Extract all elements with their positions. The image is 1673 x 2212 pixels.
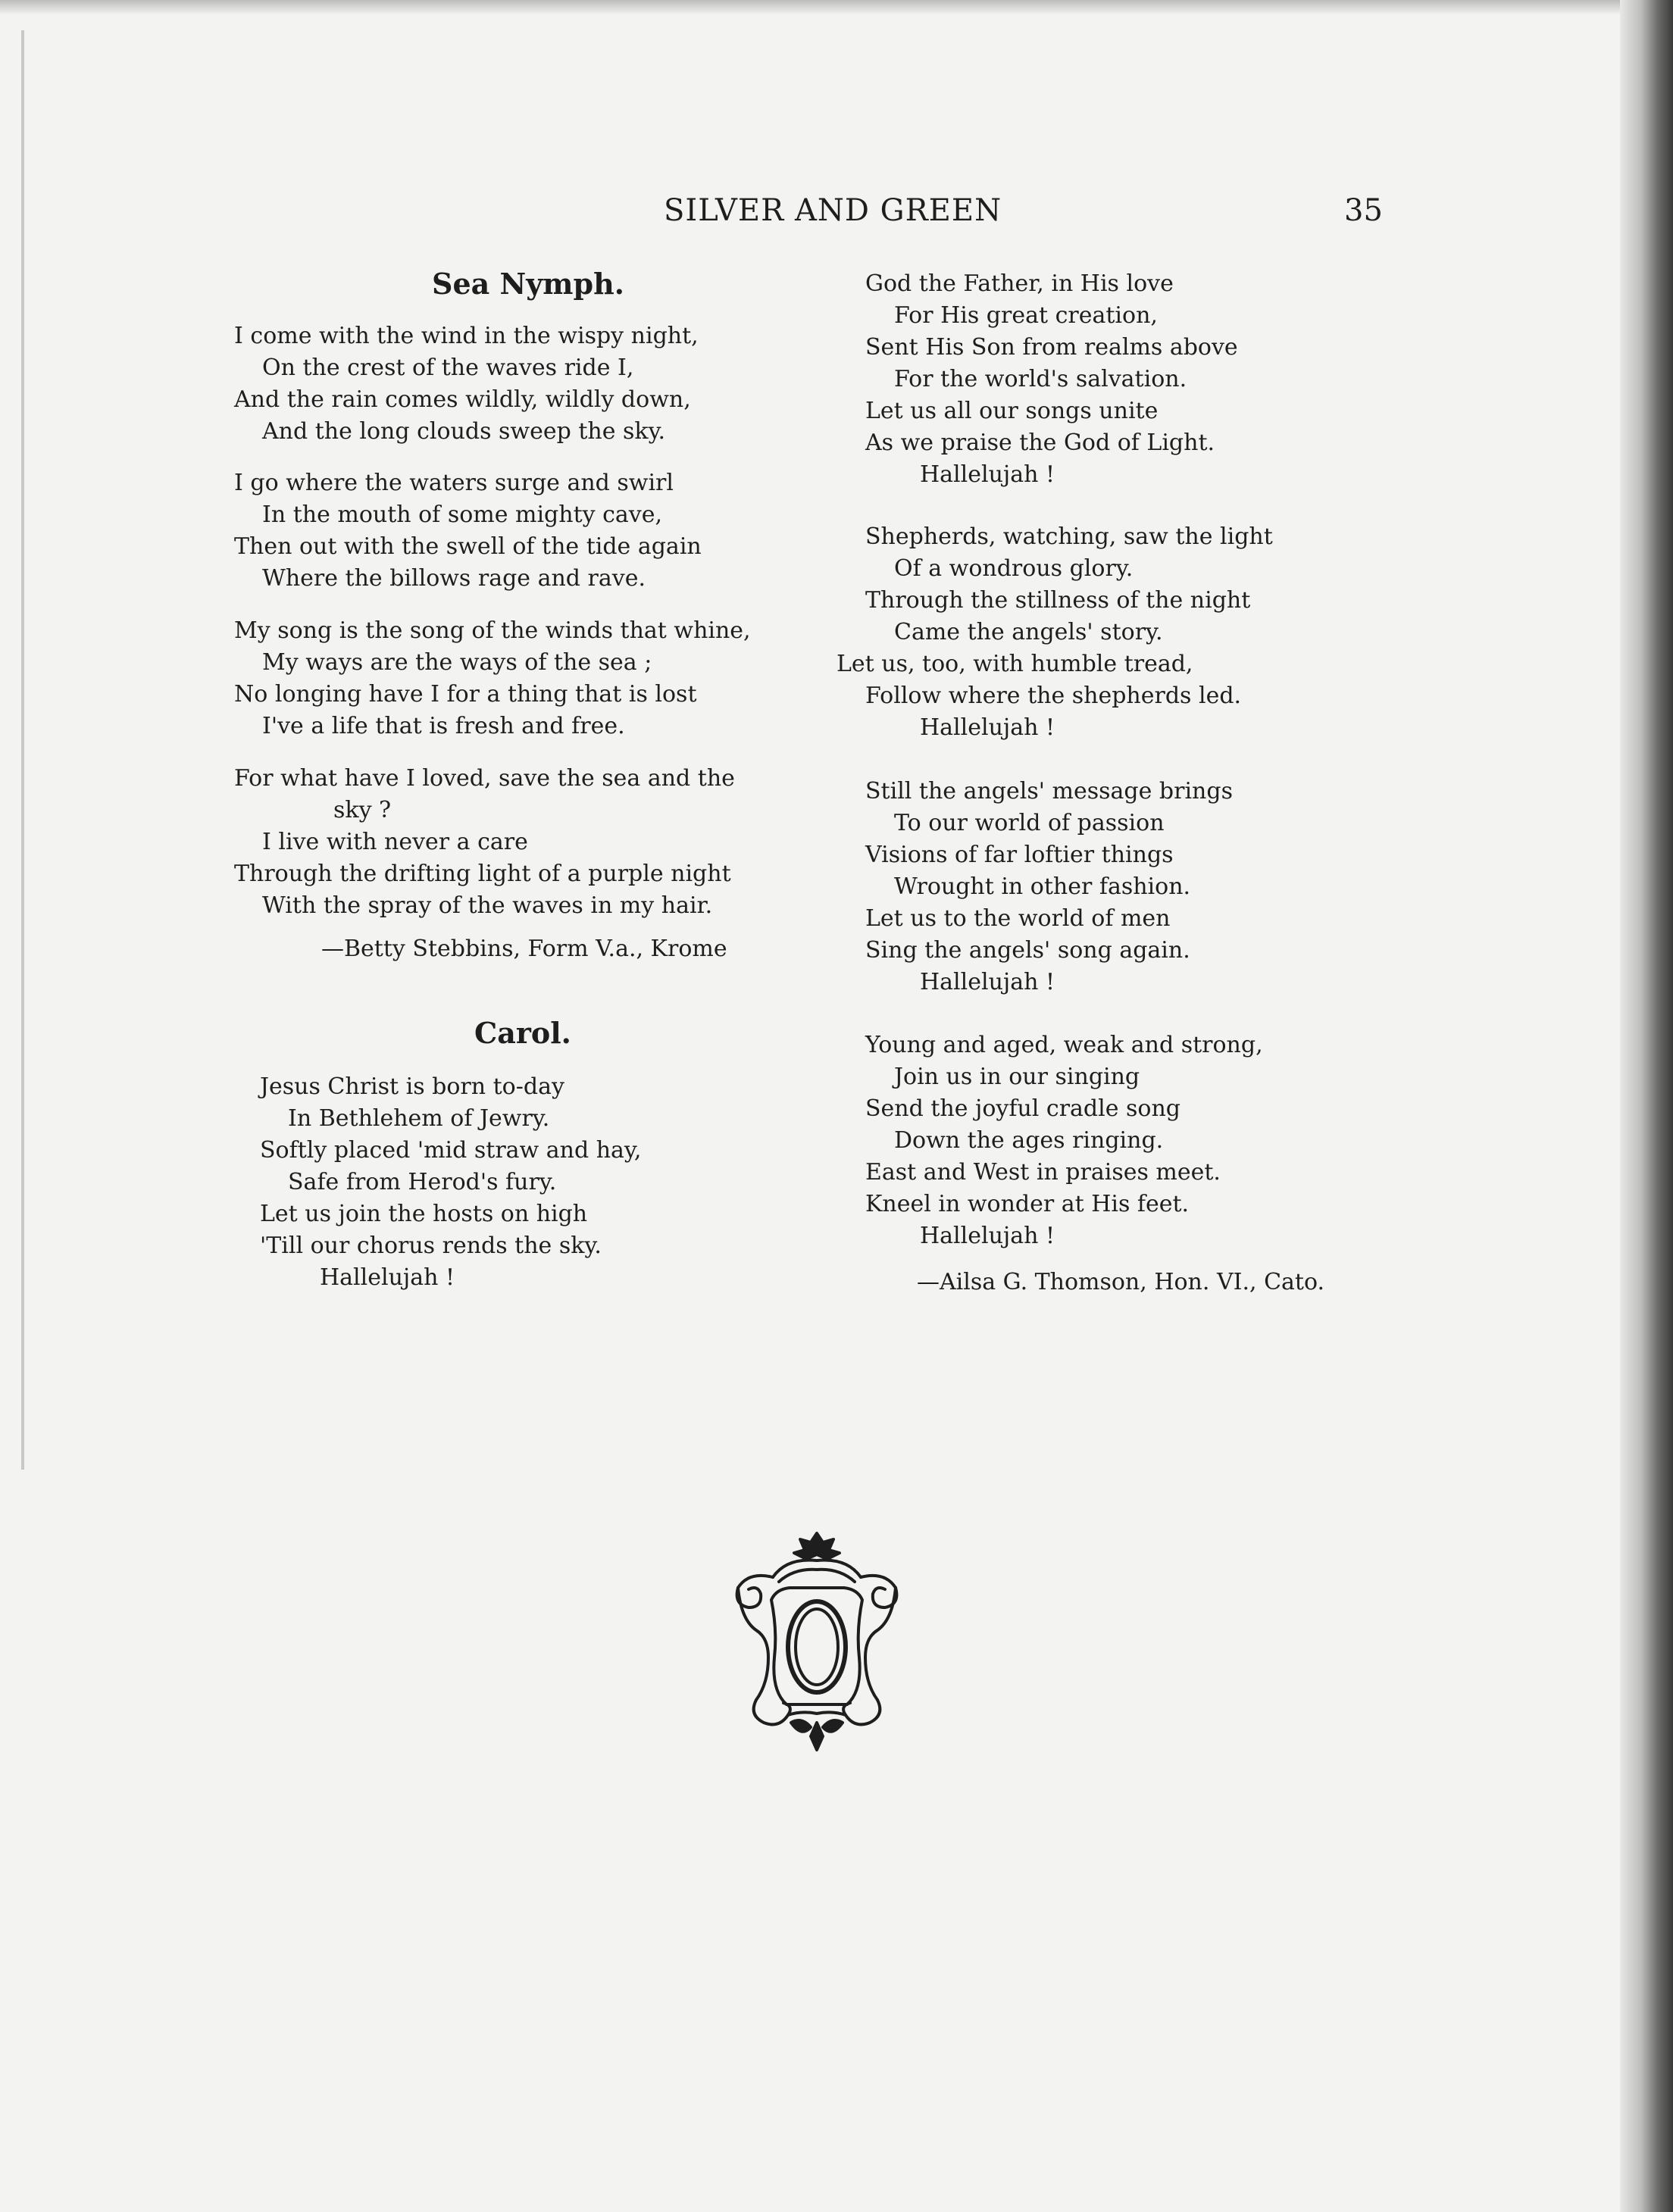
poem-line: Hallelujah ! (920, 1223, 1055, 1249)
poem-line: Young and aged, weak and strong, (865, 1032, 1263, 1058)
poem-line: Hallelujah ! (920, 969, 1055, 995)
poem-line: Wrought in other fashion. (894, 873, 1191, 900)
poem-line: On the crest of the waves ride I, (262, 355, 634, 381)
poem-line: In the mouth of some mighty cave, (262, 501, 663, 528)
poem-line: Sent His Son from realms above (865, 334, 1238, 361)
poem-line: Follow where the shepherds led. (865, 683, 1242, 709)
poem-line: Let us, too, with humble tread, (836, 651, 1193, 677)
poem-line: Sing the angels' song again. (865, 937, 1190, 964)
poem-line: For His great creation, (894, 302, 1158, 329)
poem-line: And the long clouds sweep the sky. (262, 418, 666, 445)
poem-line: Jesus Christ is born to-day (260, 1073, 564, 1100)
poem-line: Still the angels' message brings (865, 778, 1233, 805)
poem-line: Through the stillness of the night (865, 587, 1251, 614)
poem-line: In Bethlehem of Jewry. (288, 1105, 550, 1132)
page-top-edge (0, 0, 1673, 14)
poem-line: My song is the song of the winds that whine, (234, 617, 751, 644)
poem-line: Kneel in wonder at His feet. (865, 1191, 1190, 1217)
poem-line: Came the angels' story. (894, 619, 1163, 645)
poem-line: I live with never a care (262, 829, 528, 855)
poem-line: sky ? (333, 797, 392, 823)
poem-line: Hallelujah ! (320, 1264, 455, 1291)
poem-line: East and West in praises meet. (865, 1159, 1221, 1186)
poem-line: To our world of passion (894, 810, 1165, 836)
poem-title-sea-nymph: Sea Nymph. (432, 267, 624, 301)
poem-line: Shepherds, watching, saw the light (865, 523, 1273, 550)
poem-line: My ways are the ways of the sea ; (262, 649, 652, 676)
page-left-edge (21, 30, 24, 1470)
poem-line: Hallelujah ! (920, 714, 1055, 741)
poem-line: As we praise the God of Light. (865, 430, 1215, 456)
poem-line: Through the drifting light of a purple night (234, 861, 731, 887)
poem-line: Where the billows rage and rave. (262, 565, 646, 592)
poem-line: Of a wondrous glory. (894, 555, 1134, 582)
book-spine-edge (1620, 0, 1673, 2212)
poem-line: With the spray of the waves in my hair. (262, 892, 713, 919)
poem-attribution: —Ailsa G. Thomson, Hon. VI., Cato. (917, 1269, 1325, 1295)
poem-line: Safe from Herod's fury. (288, 1169, 557, 1195)
poem-line: Hallelujah ! (920, 461, 1055, 488)
poem-line: No longing have I for a thing that is lost (234, 681, 697, 708)
poem-line: I go where the waters surge and swirl (234, 470, 674, 496)
poem-attribution: —Betty Stebbins, Form V.a., Krome (321, 936, 727, 962)
page-number: 35 (1344, 193, 1383, 228)
poem-line: Join us in our singing (894, 1064, 1140, 1090)
poem-line: Down the ages ringing. (894, 1127, 1164, 1154)
running-header: SILVER AND GREEN (664, 193, 1002, 228)
poem-line: Let us to the world of men (865, 905, 1171, 932)
poem-line: Softly placed 'mid straw and hay, (260, 1137, 642, 1164)
poem-line: Let us join the hosts on high (260, 1201, 588, 1227)
poem-line: God the Father, in His love (865, 270, 1174, 297)
poem-line: Send the joyful cradle song (865, 1095, 1181, 1122)
poem-line: And the rain comes wildly, wildly down, (234, 386, 691, 413)
poem-line: For what have I loved, save the sea and the (234, 765, 735, 792)
poem-line: For the world's salvation. (894, 366, 1187, 392)
poem-line: Let us all our songs unite (865, 398, 1159, 424)
poem-line: I've a life that is fresh and free. (262, 713, 625, 739)
cartouche-ornament-icon (726, 1524, 908, 1759)
poem-line: 'Till our chorus rends the sky. (260, 1233, 602, 1259)
poem-line: Visions of far loftier things (865, 842, 1174, 868)
poem-line: I come with the wind in the wispy night, (234, 323, 699, 349)
poem-title-carol: Carol. (474, 1016, 571, 1050)
poem-line: Then out with the swell of the tide again (234, 533, 702, 560)
